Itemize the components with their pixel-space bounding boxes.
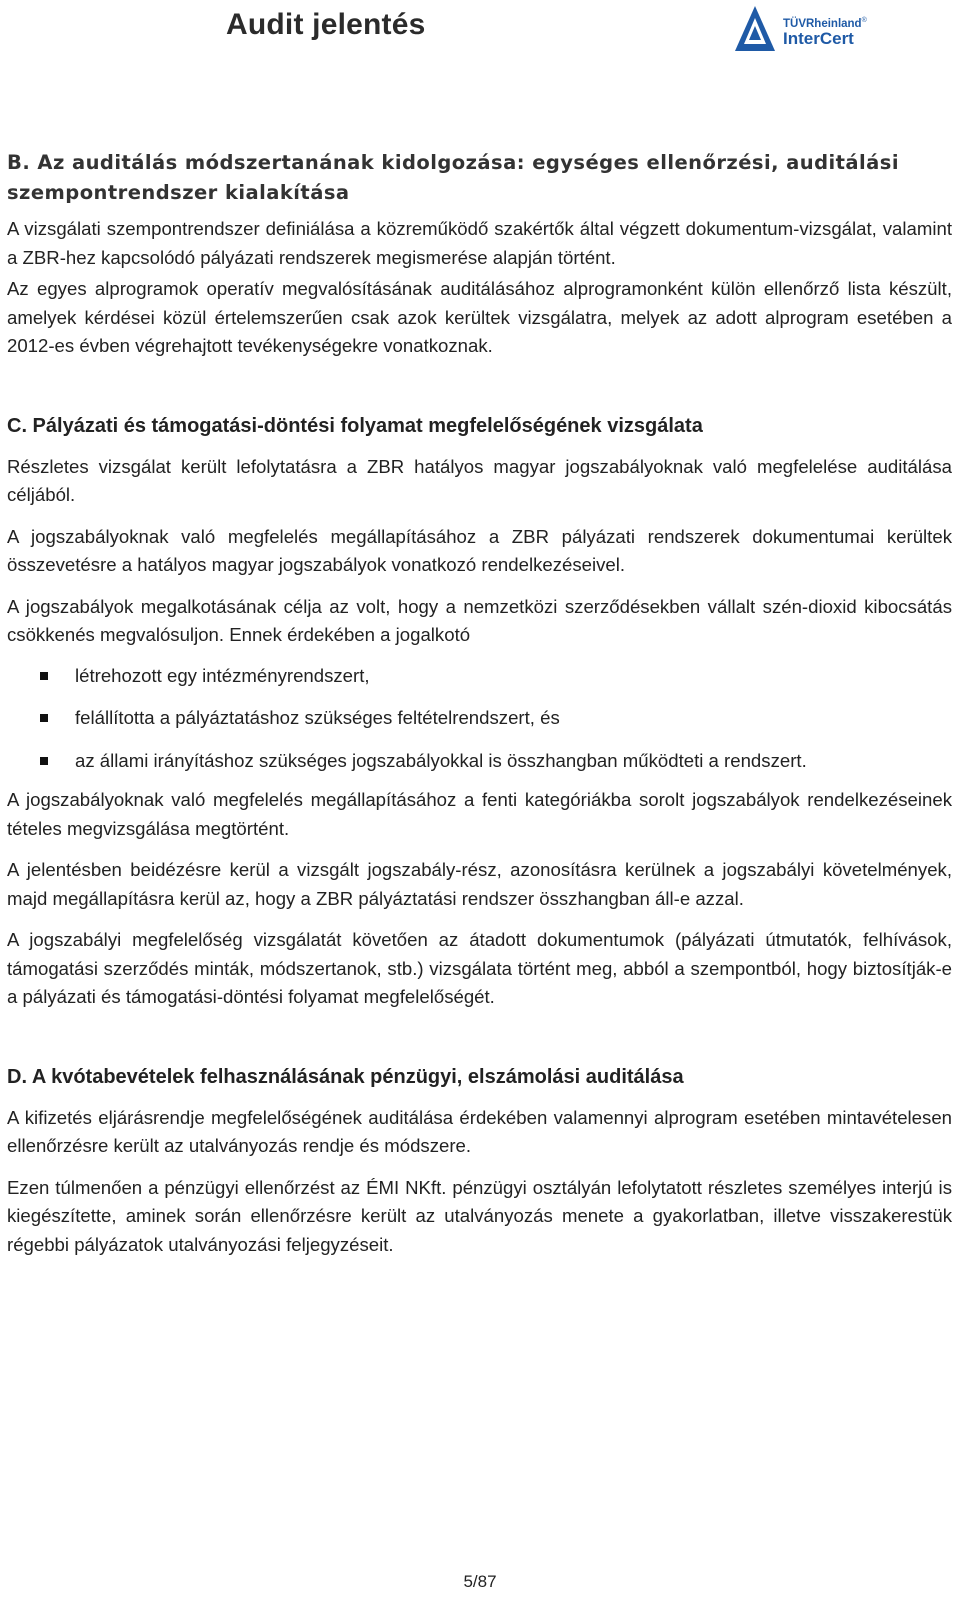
tuv-triangle-icon — [733, 4, 777, 54]
tuv-rheinland-intercert-logo — [733, 4, 943, 56]
section-c-paragraph-1: Részletes vizsgálat került lefolytatásra a ZBR hatályos magyar jogszabályoknak való megfelelése auditálása céljából. — [7, 455, 952, 505]
logo-line-1: TÜVRheinland® — [783, 17, 867, 30]
section-c-paragraph-2: A jogszabályoknak való megfelelés megállapításához a ZBR pályázati rendszerek dokumentumai kerültek összevetésre a hatályos magyar jogszabályok vonatkozó rendelkezéseivel. — [7, 525, 952, 575]
section-b-heading: B. Az auditálás módszertanának kidolgozása: egységes ellenőrzési, auditálási szempontrendszer kialakítása — [7, 151, 899, 204]
square-bullet-icon — [40, 714, 48, 722]
square-bullet-icon — [40, 672, 48, 680]
section-c-heading: C. Pályázati és támogatási-döntési folyamat megfelelőségének vizsgálata — [7, 414, 703, 437]
page-number: 5/87 — [463, 1572, 497, 1591]
list-item: létrehozott egy intézményrendszert, — [7, 662, 952, 691]
logo-line-2: InterCert — [783, 29, 854, 48]
section-d-paragraph-1: A kifizetés eljárásrendje megfelelőségének auditálása érdekében valamennyi alprogram esetében mintavételesen ellenőrzésre került az utalványozás rendje és módszere. — [7, 1106, 952, 1156]
section-c-paragraph-4: A jogszabályoknak való megfelelés megállapításához a fenti kategóriákba sorolt jogszabályok rendelkezéseinek tételes megvizsgálása megtörtént. — [7, 789, 952, 839]
document-body — [7, 148, 952, 1259]
list-item: felállította a pályáztatáshoz szükséges feltételrendszert, és — [7, 704, 952, 733]
section-c-paragraph-6: A jogszabályi megfelelőség vizsgálatát követően az átadott dokumentumok (pályázati útmutatók, felhívások, támogatási szerződés minták, módszertanok, stb.) vizsgálata történt meg, abból a szempontból, hogy biztosítják-e a pályázati és támogatási-döntési folyamat megfelelőségét. — [7, 929, 952, 1007]
section-b-paragraph-2: Az egyes alprogramok operatív megvalósításának auditálásához alprogramonként külön ellenőrző lista készült, amelyek kérdései közül értelemszerűen csak azok kerültek vizsgálatra, melyek az adott alprogram esetében a 2012-es évben végrehajtott tevékenységekre vonatkoznak. — [7, 278, 952, 356]
section-d-heading: D. A kvótabevételek felhasználásának pénzügyi, elszámolási auditálása — [7, 1065, 684, 1088]
section-c-paragraph-3: A jogszabályok megalkotásának célja az volt, hogy a nemzetközi szerződésekben vállalt szén-dioxid kibocsátás csökkenés megvalósuljon. Ennek érdekében a jogalkotó — [7, 595, 952, 645]
section-c-bullet-list — [7, 662, 952, 776]
section-d-paragraph-2: Ezen túlmenően a pénzügyi ellenőrzést az ÉMI NKft. pénzügyi osztályán lefolytatott részletes személyes interjú is kiegészítette, aminek során ellenőrzésre került az utalványozás menete a gyakorlatban, illetve visszakerestük régebbi pályázatok utalványozási feljegyzéseit. — [7, 1176, 952, 1255]
square-bullet-icon — [40, 757, 48, 765]
section-b-paragraph-1: A vizsgálati szempontrendszer definiálása a közreműködő szakértők által végzett dokumentum-vizsgálat, valamint a ZBR-hez kapcsolódó pályázati rendszerek megismerése alapján történt. — [7, 218, 952, 268]
list-item: az állami irányításhoz szükséges jogszabályokkal is összhangban működteti a rendszert. — [7, 747, 952, 776]
section-c-paragraph-5: A jelentésben beidézésre kerül a vizsgált jogszabály-rész, azonosításra kerülnek a jogszabályi követelmények, majd megállapításra kerül az, hogy a ZBR pályáztatási rendszer összhangban áll-e azzal. — [7, 859, 952, 909]
document-title: Audit jelentés — [226, 8, 426, 41]
